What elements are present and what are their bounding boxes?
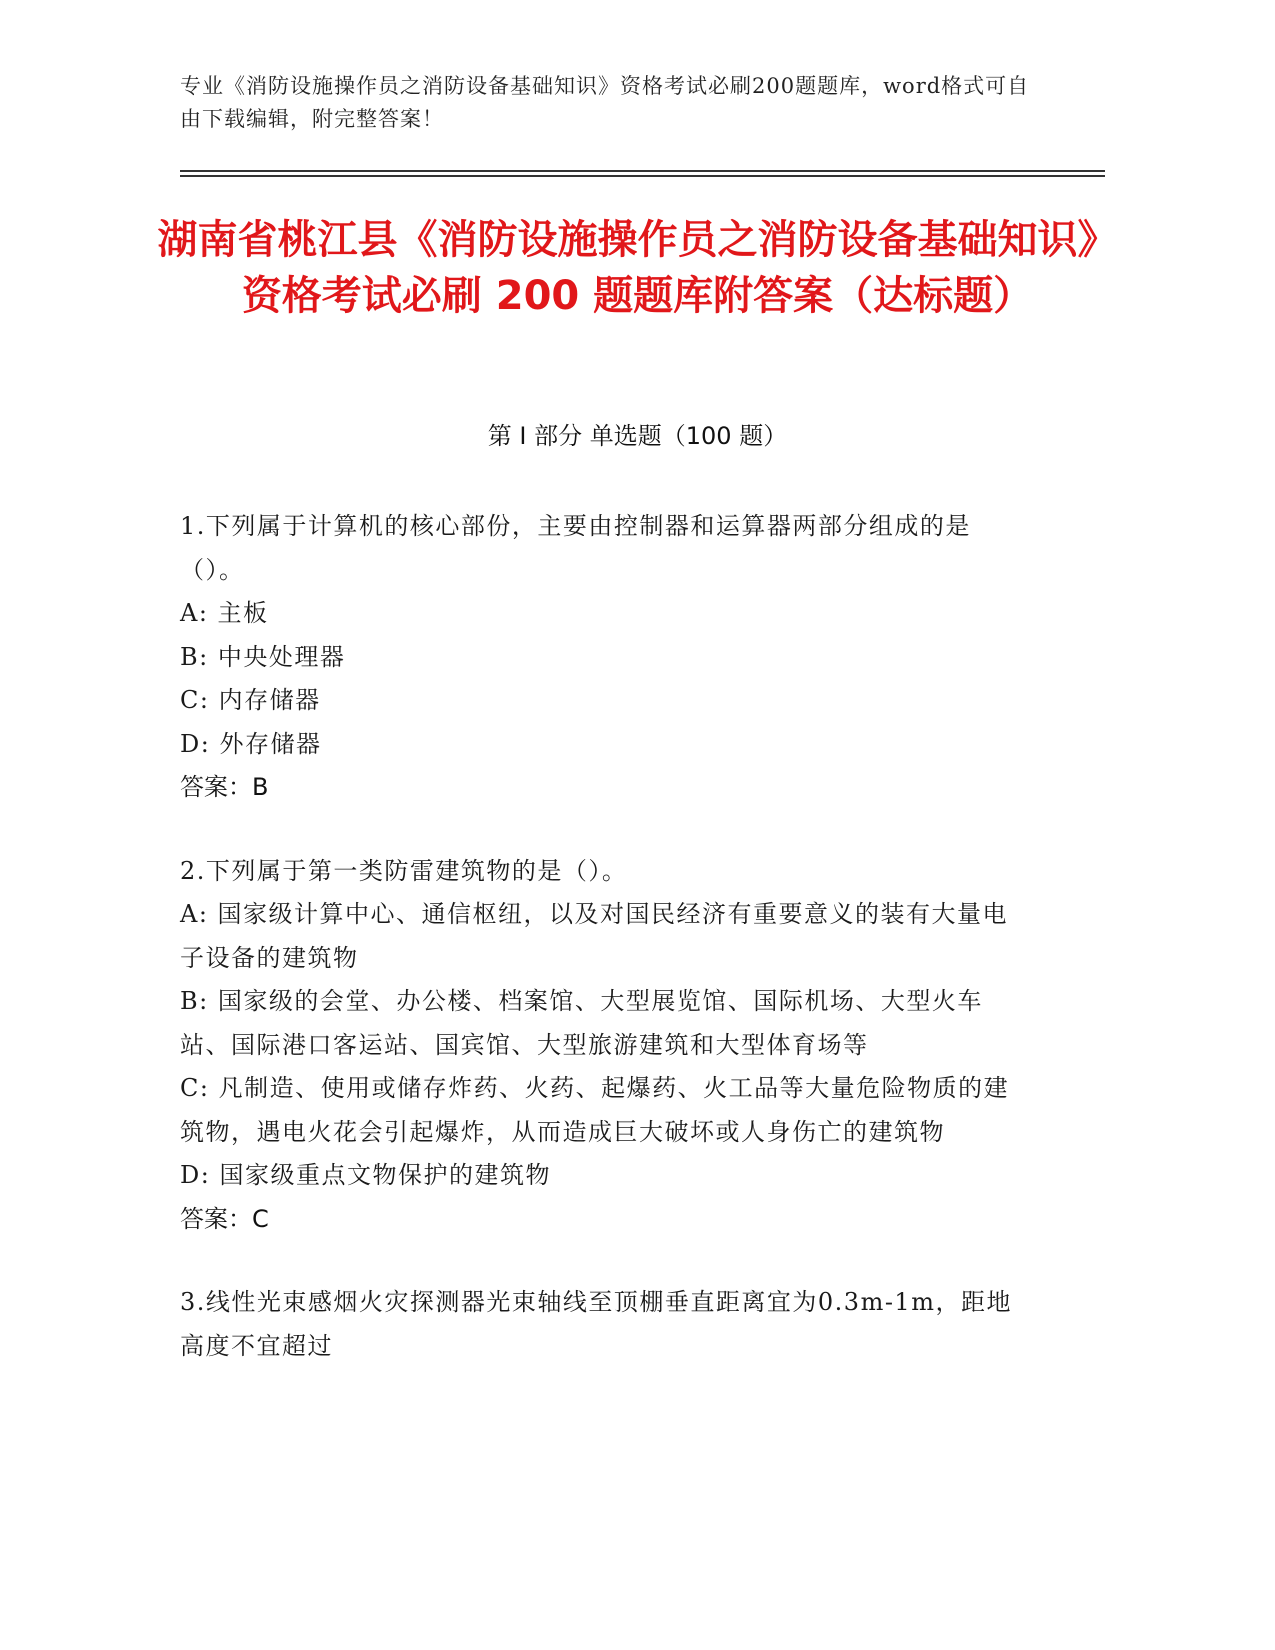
question-list <box>180 505 1030 1408</box>
option-c: C: 凡制造、使用或储存炸药、火药、起爆药、火工品等大量危险物质的建筑物，遇电火花会引起爆炸，从而造成巨大破坏或人身伤亡的建筑物 <box>180 1074 1010 1146</box>
section-heading: 第 I 部分 单选题（100 题） <box>487 422 788 450</box>
option-b: B: 中央处理器 <box>180 642 346 671</box>
header-divider-top <box>180 170 1105 172</box>
answer-line: 答案：C <box>180 1204 269 1233</box>
option-d: D: 国家级重点文物保护的建筑物 <box>180 1161 551 1189</box>
question-1 <box>180 505 1030 810</box>
document-title: 湖南省桃江县《消防设施操作员之消防设备基础知识》资格考试必刷 200 题题库附答案（达标题） <box>157 217 1118 319</box>
option-c: C: 内存储器 <box>180 686 321 714</box>
answer-line: 答案：B <box>180 773 269 801</box>
question-3 <box>180 1281 1030 1368</box>
option-b: B: 国家级的会堂、办公楼、档案馆、大型展览馆、国际机场、大型火车站、国际港口客运站、国宾馆、大型旅游建筑和大型体育场等 <box>180 987 983 1059</box>
header-divider-bottom <box>180 175 1105 177</box>
option-d: D: 外存储器 <box>180 729 322 758</box>
header-note: 专业《消防设施操作员之消防设备基础知识》资格考试必刷200题题库，word格式可自由下载编辑，附完整答案！ <box>180 74 1030 131</box>
option-a: A: 主板 <box>180 599 269 627</box>
question-stem: 2.下列属于第一类防雷建筑物的是（）。 <box>180 856 628 885</box>
question-stem: 3.线性光束感烟火灾探测器光束轴线至顶棚垂直距离宜为0.3m-1m，距地高度不宜超过 <box>180 1288 1012 1360</box>
option-a: A: 国家级计算中心、通信枢纽，以及对国民经济有重要意义的装有大量电子设备的建筑物 <box>180 900 1009 972</box>
question-2 <box>180 850 1030 1242</box>
question-stem: 1.下列属于计算机的核心部份，主要由控制器和运算器两部分组成的是（）。 <box>180 512 971 584</box>
